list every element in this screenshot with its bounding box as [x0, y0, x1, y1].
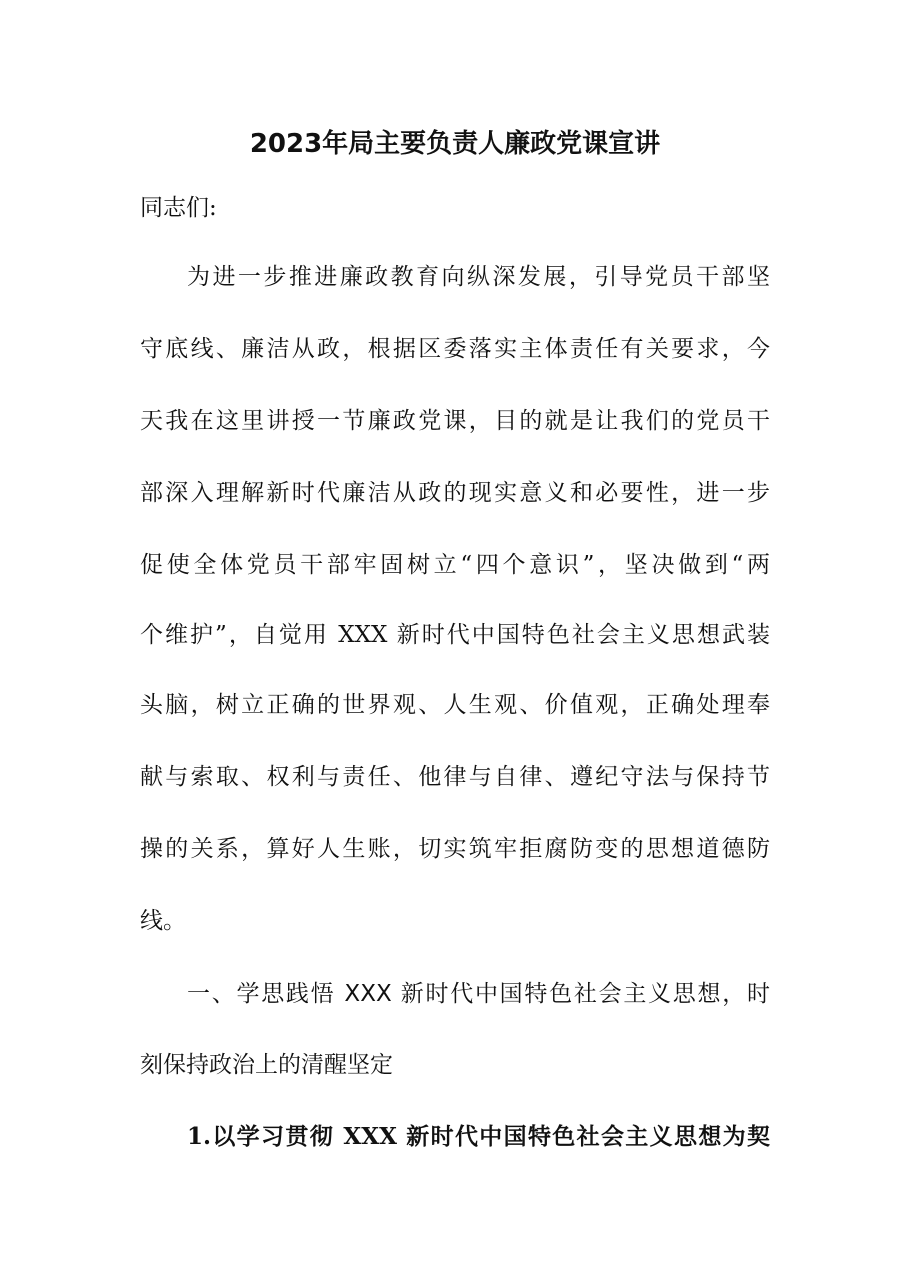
salutation: 同志们:	[140, 195, 217, 221]
paragraph-line: 天我在这里讲授一节廉政党课，目的就是让我们的党员干	[140, 408, 770, 434]
paragraph-line: 为进一步推进廉政教育向纵深发展，引导党员干部坚	[187, 264, 770, 290]
paragraph-line: 头脑，树立正确的世界观、人生观、价值观，正确处理奉	[140, 692, 770, 718]
section-heading: 一、学思践悟 XXX 新时代中国特色社会主义思想，时	[187, 981, 770, 1007]
paragraph-line: 守底线、廉洁从政，根据区委落实主体责任有关要求，今	[140, 336, 770, 362]
paragraph-line: 个维护”，自觉用 XXX 新时代中国特色社会主义思想武装	[140, 622, 770, 648]
paragraph-line: 操的关系，算好人生账，切实筑牢拒腐防变的思想道德防	[140, 836, 770, 862]
paragraph-line: 促使全体党员干部牢固树立“四个意识”，坚决做到“两	[140, 552, 770, 578]
section-heading: 刻保持政治上的清醒坚定	[140, 1052, 393, 1078]
paragraph-line: 线。	[140, 908, 186, 934]
document-title: 2023年局主要负责人廉政党课宣讲	[249, 129, 661, 159]
subsection-heading: 1.以学习贯彻 XXX 新时代中国特色社会主义思想为契	[187, 1123, 770, 1150]
paragraph-line: 部深入理解新时代廉洁从政的现实意义和必要性，进一步	[140, 480, 770, 506]
paragraph-line: 献与索取、权利与责任、他律与自律、遵纪守法与保持节	[140, 764, 770, 790]
